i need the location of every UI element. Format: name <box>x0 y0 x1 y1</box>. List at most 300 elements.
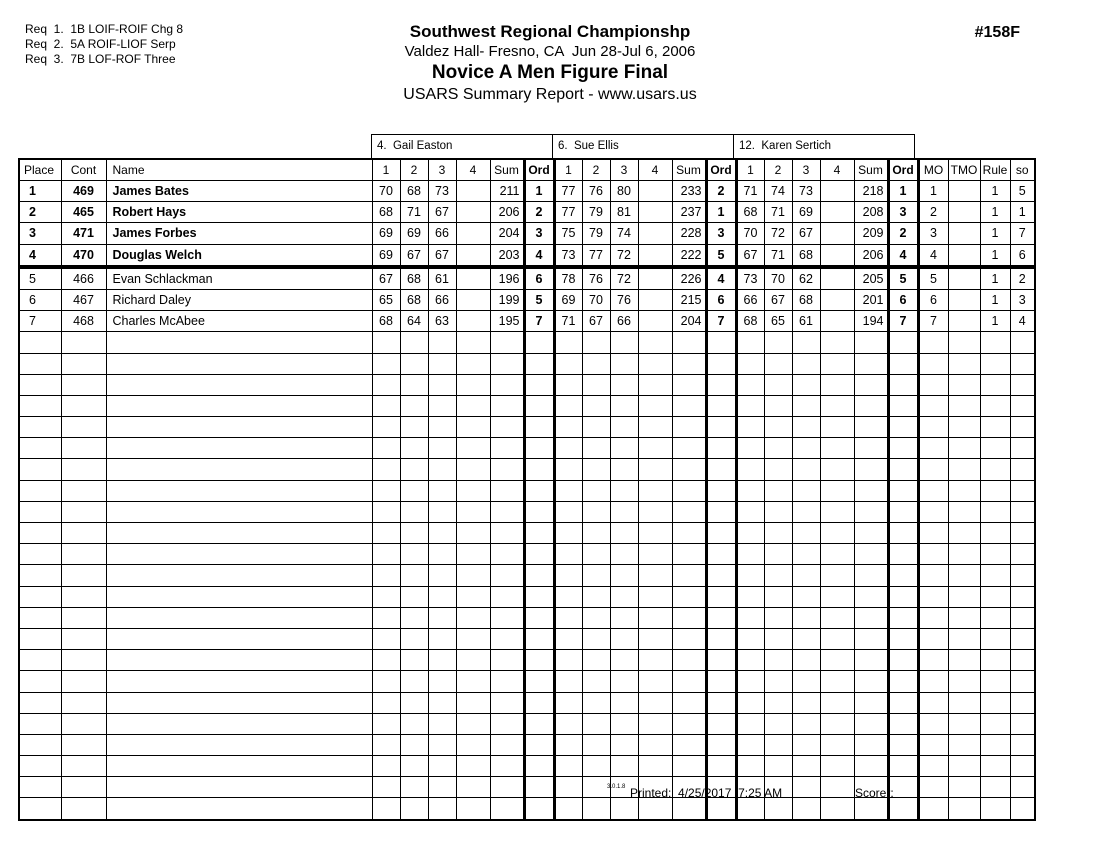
rule-cell: 1 <box>980 181 1010 202</box>
mo-cell <box>918 501 948 522</box>
name-cell: Charles McAbee <box>106 311 372 332</box>
score-cell <box>372 353 400 374</box>
sum-cell <box>490 713 524 734</box>
sum-cell <box>854 501 888 522</box>
ord-cell: 1 <box>888 181 918 202</box>
ord-cell <box>524 756 554 777</box>
score-cell: 67 <box>428 244 456 267</box>
score-cell <box>456 671 490 692</box>
cont-cell <box>61 756 106 777</box>
tmo-cell <box>948 417 980 438</box>
sum-cell <box>672 480 706 501</box>
score-cell <box>554 438 582 459</box>
cont-cell: 465 <box>61 202 106 223</box>
score-cell <box>736 586 764 607</box>
so-cell <box>1010 501 1035 522</box>
score-cell <box>372 734 400 755</box>
score-cell <box>554 417 582 438</box>
ord-cell <box>524 459 554 480</box>
score-cell <box>400 713 428 734</box>
score-cell <box>582 650 610 671</box>
so-cell <box>1010 713 1035 734</box>
score-cell <box>428 650 456 671</box>
score-cell <box>400 459 428 480</box>
mo-cell: 7 <box>918 311 948 332</box>
sum-cell <box>672 523 706 544</box>
place-cell <box>19 734 61 755</box>
sum-cell <box>854 374 888 395</box>
score-cell: 72 <box>610 267 638 290</box>
tmo-cell <box>948 181 980 202</box>
score-cell <box>428 734 456 755</box>
score-cell <box>638 734 672 755</box>
score-cell: 67 <box>792 223 820 244</box>
score-cell <box>456 586 490 607</box>
score-cell: 77 <box>554 181 582 202</box>
score-cell <box>428 607 456 628</box>
score-cell <box>764 459 792 480</box>
score-cell <box>554 501 582 522</box>
score-cell <box>638 311 672 332</box>
score-cell <box>820 713 854 734</box>
sum-cell <box>672 628 706 649</box>
score-cell <box>764 417 792 438</box>
score-cell: 77 <box>582 244 610 267</box>
score-cell <box>820 565 854 586</box>
score-cell <box>554 713 582 734</box>
tmo-cell <box>948 501 980 522</box>
mo-cell: 1 <box>918 181 948 202</box>
name-cell <box>106 628 372 649</box>
score-cell <box>428 417 456 438</box>
sum-cell <box>672 353 706 374</box>
score-cell <box>456 756 490 777</box>
cont-cell <box>61 734 106 755</box>
score-cell <box>638 544 672 565</box>
sum-cell: 195 <box>490 311 524 332</box>
score-cell <box>372 650 400 671</box>
score-cell: 69 <box>372 223 400 244</box>
score-cell <box>400 480 428 501</box>
score-cell <box>372 480 400 501</box>
place-cell <box>19 713 61 734</box>
so-cell <box>1010 777 1035 798</box>
ord-cell <box>524 628 554 649</box>
event-number: #158F <box>974 24 1020 41</box>
score-cell <box>400 501 428 522</box>
empty-row <box>19 353 1035 374</box>
score-cell <box>638 501 672 522</box>
score-cell <box>456 650 490 671</box>
column-header: Ord <box>888 159 918 181</box>
empty-row <box>19 650 1035 671</box>
mo-cell <box>918 607 948 628</box>
score-cell <box>400 756 428 777</box>
score-cell <box>638 374 672 395</box>
score-cell <box>610 501 638 522</box>
ord-cell <box>706 713 736 734</box>
so-cell: 5 <box>1010 181 1035 202</box>
score-cell <box>428 756 456 777</box>
score-cell: 80 <box>610 181 638 202</box>
column-header: so <box>1010 159 1035 181</box>
score-cell <box>610 438 638 459</box>
score-cell: 69 <box>554 289 582 310</box>
score-cell <box>820 628 854 649</box>
score-cell <box>820 311 854 332</box>
score-cell: 71 <box>736 181 764 202</box>
ord-cell: 6 <box>524 267 554 290</box>
score-cell <box>820 202 854 223</box>
rule-cell <box>980 395 1010 416</box>
score-cell <box>428 332 456 353</box>
score-cell <box>792 713 820 734</box>
score-cell <box>456 501 490 522</box>
sum-cell <box>672 713 706 734</box>
ord-cell <box>524 395 554 416</box>
score-cell <box>638 417 672 438</box>
score-cell <box>764 713 792 734</box>
name-cell <box>106 713 372 734</box>
ord-cell: 4 <box>524 244 554 267</box>
score-cell <box>428 395 456 416</box>
score-cell <box>764 374 792 395</box>
ord-cell <box>524 777 554 798</box>
rule-cell <box>980 628 1010 649</box>
score-cell <box>764 734 792 755</box>
column-header: 3 <box>792 159 820 181</box>
score-cell: 65 <box>764 311 792 332</box>
place-cell <box>19 586 61 607</box>
ord-cell <box>524 565 554 586</box>
ord-cell <box>706 544 736 565</box>
sum-cell: 204 <box>672 311 706 332</box>
score-cell <box>792 756 820 777</box>
score-cell <box>764 565 792 586</box>
score-cell: 67 <box>582 311 610 332</box>
sum-cell: 211 <box>490 181 524 202</box>
score-cell <box>764 650 792 671</box>
column-header: Rule <box>980 159 1010 181</box>
rule-cell <box>980 459 1010 480</box>
score-cell <box>736 692 764 713</box>
ord-cell: 3 <box>888 202 918 223</box>
mo-cell <box>918 438 948 459</box>
rule-cell <box>980 417 1010 438</box>
score-cell: 62 <box>792 267 820 290</box>
place-cell: 4 <box>19 244 61 267</box>
score-cell <box>400 438 428 459</box>
score-cell <box>372 777 400 798</box>
score-cell <box>456 289 490 310</box>
cont-cell <box>61 713 106 734</box>
score-cell <box>582 671 610 692</box>
score-cell <box>820 332 854 353</box>
so-cell <box>1010 332 1035 353</box>
score-cell: 67 <box>372 267 400 290</box>
score-cell <box>582 798 610 820</box>
place-cell <box>19 523 61 544</box>
sum-cell <box>854 692 888 713</box>
rule-cell: 1 <box>980 223 1010 244</box>
score-cell <box>764 501 792 522</box>
cont-cell <box>61 544 106 565</box>
place-cell <box>19 353 61 374</box>
score-cell <box>820 607 854 628</box>
sum-cell <box>672 607 706 628</box>
score-cell <box>792 565 820 586</box>
cont-cell <box>61 523 106 544</box>
score-cell <box>610 395 638 416</box>
score-cell <box>456 459 490 480</box>
score-cell <box>820 223 854 244</box>
score-cell: 63 <box>428 311 456 332</box>
ord-cell <box>524 544 554 565</box>
score-cell <box>456 628 490 649</box>
score-cell: 77 <box>554 202 582 223</box>
score-cell <box>764 353 792 374</box>
sum-cell <box>490 438 524 459</box>
so-cell <box>1010 353 1035 374</box>
sum-cell <box>490 395 524 416</box>
score-cell <box>610 798 638 820</box>
score-cell: 79 <box>582 202 610 223</box>
rule-cell: 1 <box>980 244 1010 267</box>
score-cell <box>820 650 854 671</box>
score-cell <box>764 395 792 416</box>
so-cell: 3 <box>1010 289 1035 310</box>
score-cell <box>582 353 610 374</box>
score-cell <box>736 756 764 777</box>
score-cell <box>400 607 428 628</box>
name-cell <box>106 332 372 353</box>
score-cell <box>820 374 854 395</box>
score-cell <box>638 267 672 290</box>
column-header: 4 <box>638 159 672 181</box>
score-cell <box>764 586 792 607</box>
venue-date: Valdez Hall- Fresno, CA Jun 28-Jul 6, 2006 <box>404 43 696 60</box>
cont-cell: 466 <box>61 267 106 290</box>
score-cell <box>400 417 428 438</box>
sum-cell: 215 <box>672 289 706 310</box>
so-cell <box>1010 480 1035 501</box>
score-cell <box>582 628 610 649</box>
score-cell <box>428 353 456 374</box>
name-cell <box>106 798 372 820</box>
sum-cell <box>490 374 524 395</box>
score-cell <box>554 607 582 628</box>
so-cell: 2 <box>1010 267 1035 290</box>
sum-cell: 222 <box>672 244 706 267</box>
ord-cell <box>524 501 554 522</box>
score-cell <box>456 181 490 202</box>
score-cell <box>400 523 428 544</box>
score-cell <box>456 544 490 565</box>
ord-cell <box>706 374 736 395</box>
tmo-cell <box>948 544 980 565</box>
score-cell: 68 <box>372 311 400 332</box>
sum-cell <box>854 565 888 586</box>
empty-row <box>19 523 1035 544</box>
ord-cell: 2 <box>706 181 736 202</box>
sum-cell: 199 <box>490 289 524 310</box>
score-cell <box>372 417 400 438</box>
rule-cell <box>980 501 1010 522</box>
score-cell: 78 <box>554 267 582 290</box>
score-cell: 67 <box>736 244 764 267</box>
mo-cell <box>918 777 948 798</box>
score-cell: 74 <box>610 223 638 244</box>
name-cell: James Bates <box>106 181 372 202</box>
score-cell <box>582 565 610 586</box>
score-cell <box>456 480 490 501</box>
score-cell <box>582 523 610 544</box>
score-cell <box>736 671 764 692</box>
sum-cell <box>854 756 888 777</box>
rule-cell <box>980 374 1010 395</box>
score-cell <box>456 607 490 628</box>
sum-cell <box>672 586 706 607</box>
column-header: TMO <box>948 159 980 181</box>
place-cell <box>19 692 61 713</box>
score-cell <box>792 777 820 798</box>
sum-cell <box>490 650 524 671</box>
score-cell <box>610 374 638 395</box>
name-cell <box>106 417 372 438</box>
score-cell <box>456 523 490 544</box>
score-cell <box>554 798 582 820</box>
sum-cell <box>490 734 524 755</box>
mo-cell <box>918 671 948 692</box>
ord-cell <box>888 756 918 777</box>
rule-cell <box>980 523 1010 544</box>
score-cell <box>820 671 854 692</box>
score-cell <box>554 756 582 777</box>
score-cell <box>400 671 428 692</box>
score-cell <box>456 244 490 267</box>
score-cell <box>554 374 582 395</box>
score-cell <box>764 671 792 692</box>
scorer-label: Scorer: <box>855 786 894 800</box>
score-cell <box>456 223 490 244</box>
sum-cell <box>854 607 888 628</box>
place-cell <box>19 459 61 480</box>
score-cell <box>736 374 764 395</box>
name-cell <box>106 756 372 777</box>
column-header: 1 <box>554 159 582 181</box>
sum-cell: 203 <box>490 244 524 267</box>
score-cell <box>456 332 490 353</box>
score-cell: 68 <box>792 289 820 310</box>
score-cell: 73 <box>554 244 582 267</box>
ord-cell <box>706 671 736 692</box>
score-cell <box>400 332 428 353</box>
sum-cell: 206 <box>490 202 524 223</box>
score-cell <box>428 480 456 501</box>
cont-cell <box>61 501 106 522</box>
score-cell <box>428 692 456 713</box>
ord-cell: 6 <box>706 289 736 310</box>
score-cell <box>372 798 400 820</box>
ord-cell <box>524 734 554 755</box>
score-cell <box>610 607 638 628</box>
sum-cell <box>490 459 524 480</box>
place-cell <box>19 565 61 586</box>
so-cell: 6 <box>1010 244 1035 267</box>
sum-cell <box>672 565 706 586</box>
requirement-line: Req 3. 7B LOF-ROF Three <box>25 52 176 66</box>
mo-cell <box>918 459 948 480</box>
score-cell <box>372 565 400 586</box>
score-cell <box>428 544 456 565</box>
score-cell <box>400 586 428 607</box>
score-cell <box>372 459 400 480</box>
score-cell <box>554 353 582 374</box>
sum-cell <box>854 480 888 501</box>
cont-cell <box>61 417 106 438</box>
score-cell: 72 <box>764 223 792 244</box>
empty-row <box>19 417 1035 438</box>
tmo-cell <box>948 374 980 395</box>
score-cell <box>428 523 456 544</box>
column-header: Sum <box>672 159 706 181</box>
score-cell: 65 <box>372 289 400 310</box>
score-cell <box>610 332 638 353</box>
score-cell <box>764 607 792 628</box>
ord-cell <box>706 501 736 522</box>
score-cell: 64 <box>400 311 428 332</box>
ord-cell <box>888 692 918 713</box>
sum-cell <box>490 692 524 713</box>
score-cell: 76 <box>582 181 610 202</box>
column-header: Sum <box>854 159 888 181</box>
score-cell: 70 <box>582 289 610 310</box>
score-cell: 73 <box>792 181 820 202</box>
score-cell <box>792 523 820 544</box>
place-cell <box>19 480 61 501</box>
ord-cell <box>524 713 554 734</box>
cont-cell <box>61 395 106 416</box>
score-cell: 66 <box>736 289 764 310</box>
column-header: 3 <box>610 159 638 181</box>
score-cell: 72 <box>610 244 638 267</box>
rule-cell <box>980 692 1010 713</box>
mo-cell <box>918 586 948 607</box>
score-cell <box>792 628 820 649</box>
score-cell <box>428 459 456 480</box>
ord-cell <box>706 438 736 459</box>
score-cell <box>792 438 820 459</box>
empty-row <box>19 501 1035 522</box>
ord-cell: 3 <box>706 223 736 244</box>
sum-cell <box>490 628 524 649</box>
place-cell: 3 <box>19 223 61 244</box>
score-cell <box>638 713 672 734</box>
name-cell <box>106 438 372 459</box>
score-cell <box>428 374 456 395</box>
score-cell <box>372 544 400 565</box>
cont-cell <box>61 607 106 628</box>
ord-cell <box>888 671 918 692</box>
ord-cell <box>706 332 736 353</box>
score-cell <box>456 565 490 586</box>
name-cell <box>106 777 372 798</box>
sum-cell <box>672 332 706 353</box>
ord-cell <box>888 353 918 374</box>
score-cell <box>792 734 820 755</box>
score-cell <box>610 756 638 777</box>
score-cell <box>610 480 638 501</box>
